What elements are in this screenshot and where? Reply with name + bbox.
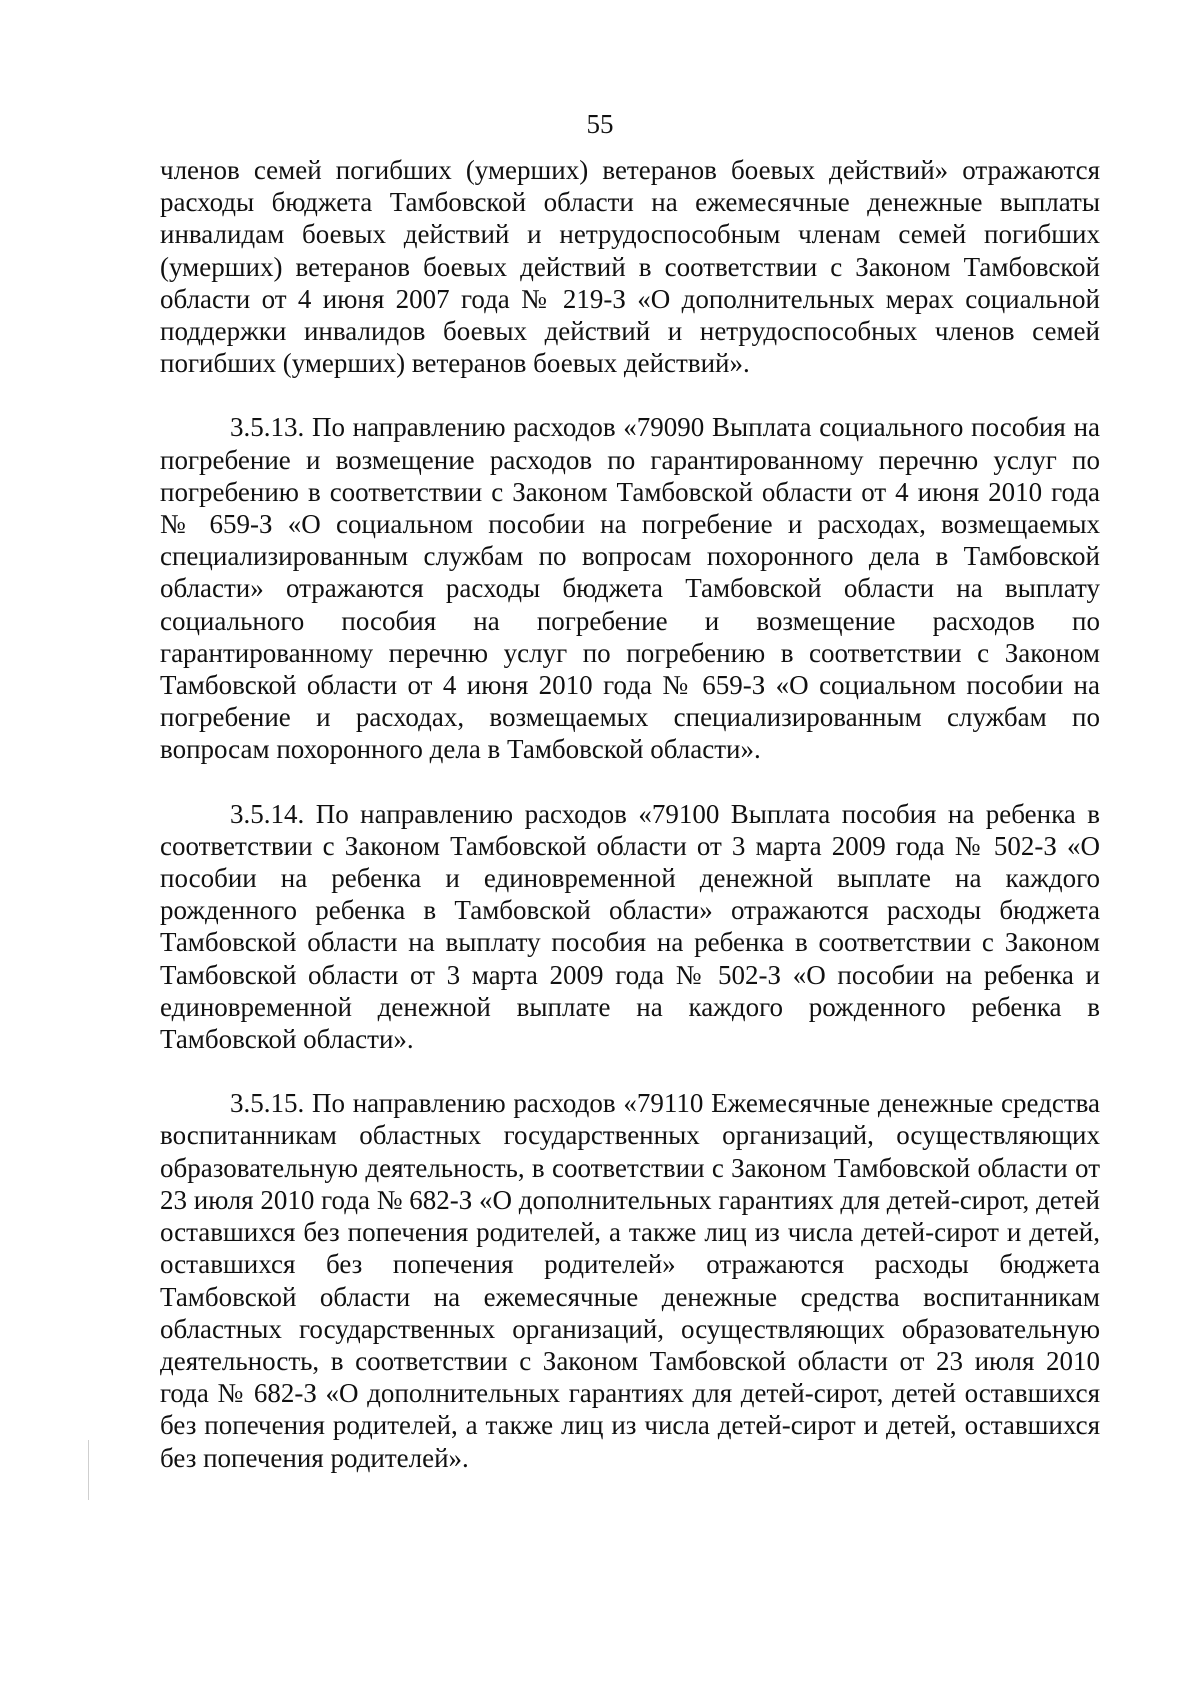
paragraph-3-5-13: 3.5.13. По направлению расходов «79090 Выплата социального пособия на погребение и возмещение расходов по гарантированному перечню услуг по погребению в соответствии с Законом Тамбовской области от 4 июня 2010 года № 659-З «О социальном пособии на погребение и расходах, возмещаемых специализированным службам по вопросам похоронного дела в Тамбовской области» отражаются расходы бюджета Тамбовской области на выплату социального пособия на погребение и возмещение расходов по гарантированному перечню услуг по погребению в соответствии с Законом Тамбовской области от 4 июня 2010 года № 659-З «О социальном пособии на погребение и расходах, возмещаемых специализированным службам по вопросам похоронного дела в Тамбовской области». (160, 412, 1100, 765)
page-number: 55 (586, 109, 614, 139)
paragraph-3-5-15: 3.5.15. По направлению расходов «79110 Ежемесячные денежные средства воспитанникам областных государственных организаций, осуществляющих образовательную деятельность, в соответствии с Законом Тамбовской области от 23 июля 2010 года № 682-З «О дополнительных гарантиях для детей-сирот, детей оставшихся без попечения родителей, а также лиц из числа детей-сирот и детей, оставшихся без попечения родителей» отражаются расходы бюджета Тамбовской области на ежемесячные денежные средства воспитанникам областных государственных организаций, осуществляющих образовательную деятельность, в соответствии с Законом Тамбовской области от 23 июля 2010 года № 682-З «О дополнительных гарантиях для детей-сирот, детей оставшихся без попечения родителей, а также лиц из числа детей-сирот и детей, оставшихся без попечения родителей». (160, 1088, 1100, 1473)
paragraph-3-5-14: 3.5.14. По направлению расходов «79100 Выплата пособия на ребенка в соответствии с Законом Тамбовской области от 3 марта 2009 года № 502-З «О пособии на ребенка и единовременной денежной выплате на каждого рожденного ребенка в Тамбовской области» отражаются расходы бюджета Тамбовской области на выплату пособия на ребенка в соответствии с Законом Тамбовской области от 3 марта 2009 года № 502-З «О пособии на ребенка и единовременной денежной выплате на каждого рожденного ребенка в Тамбовской области». (160, 798, 1100, 1055)
scan-edge-mark (88, 1440, 89, 1500)
paragraph-continuation: членов семей погибших (умерших) ветеранов боевых действий» отражаются расходы бюджета Тамбовской области на ежемесячные денежные выплаты инвалидам боевых действий и нетрудоспособным членам семей погибших (умерших) ветеранов боевых действий в соответствии с Законом Тамбовской области от 4 июня 2007 года № 219-З «О дополнительных мерах социальной поддержки инвалидов боевых действий и нетрудоспособных членов семей погибших (умерших) ветеранов боевых действий». (160, 155, 1100, 379)
document-body (160, 154, 1100, 1474)
